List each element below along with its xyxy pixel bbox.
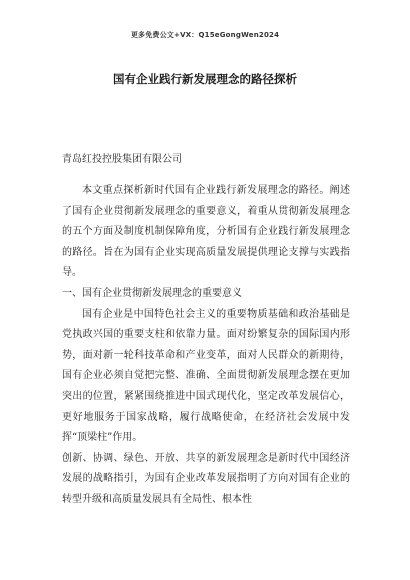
body-paragraph: 创新、协调、绿色、开放、共享的新发展理念是新时代中国经济发展的战略指引，为国有企业改革发展指明了方向对国有企业的转型升级和高质量发展具有全局性、根本性	[62, 452, 350, 505]
abstract-paragraph: 本文重点探析新时代国有企业践行新发展理念的路径。阐述了国有企业贯彻新发展理念的重要意义，着重从贯彻新发展理念的五个方面及制度机制保障角度，分析国有企业践行新发展理念的路径。旨在为国有企业实现高质量发展提供理论支撑与实践指导。	[62, 185, 350, 279]
document-title: 国有企业践行新发展理念的路径探析	[113, 72, 297, 86]
body-paragraph: 国有企业是中国特色社会主义的重要物质基础和政治基础是党执政兴国的重要支柱和依靠力量。面对纷繁复杂的国际国内形势，面对新一轮科技革命和产业变革，面对人民群众的新期待，国有企业必须自觉把完整、准确、全面贯彻新发展理念摆在更加突出的位置，紧紧围绕推进中国式现代化，坚定改革发展信心，更好地服务于国家战略，履行战略使命，在经济社会发展中发挥“顶梁柱”作用。	[62, 308, 350, 444]
section-heading: 一、国有企业贯彻新发展理念的重要意义	[62, 287, 242, 299]
header-note: 更多免费公文+VX：Q15eGongWen2024	[130, 31, 280, 39]
company-name: 青岛红投控股集团有限公司	[62, 154, 182, 165]
document-body	[62, 181, 350, 511]
